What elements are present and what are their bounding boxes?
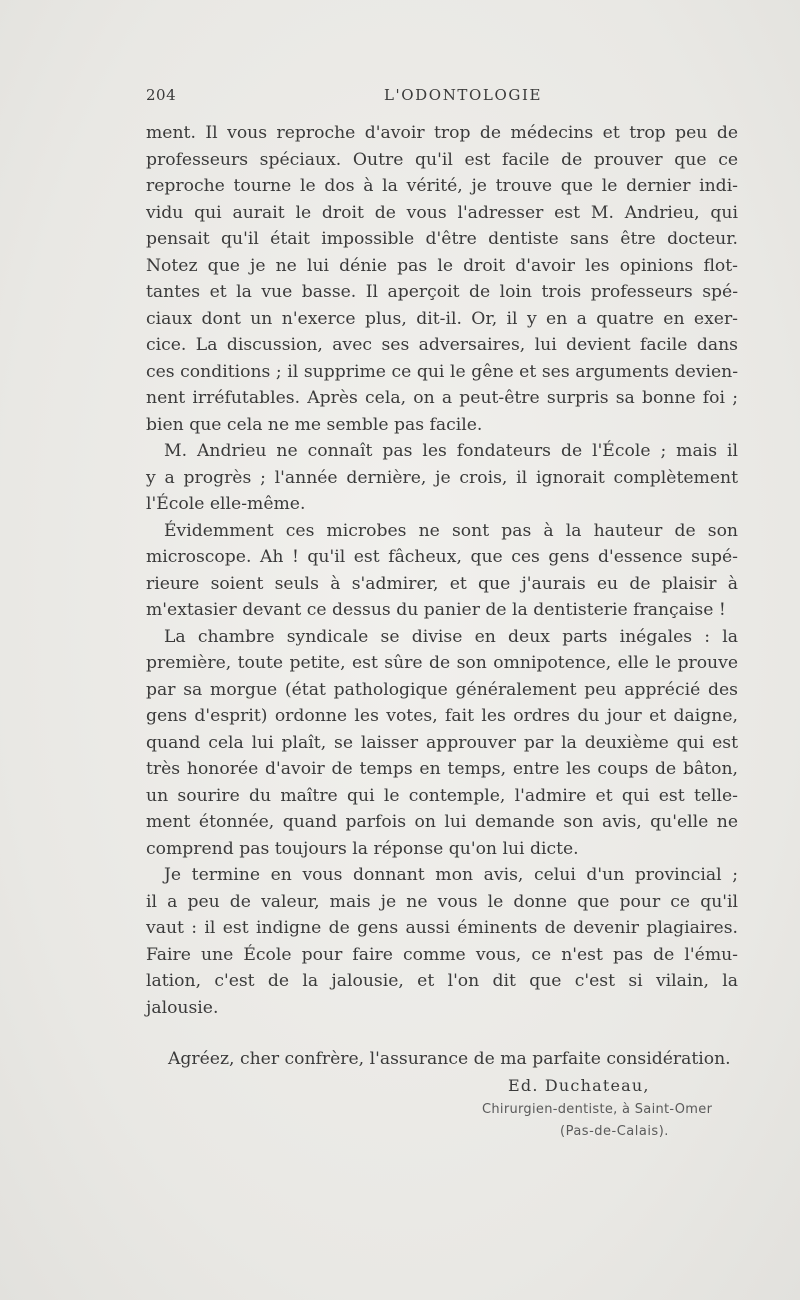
text-line: lation, c'est de la jalousie, et l'on dit que c'est si vilain, la bbox=[146, 971, 738, 991]
text-line: m'extasier devant ce dessus du panier de la dentisterie française ! bbox=[146, 600, 726, 620]
text-line: ciaux dont un n'exerce plus, dit-il. Or, il y en a quatre en exer- bbox=[146, 308, 738, 329]
running-title: L'ODONTOLOGIE bbox=[384, 86, 543, 104]
text-line: bien que cela ne me semble pas facile. bbox=[146, 414, 483, 435]
text-line: nent irréfutables. Après cela, on a peut-être surpris sa bonne foi ; bbox=[146, 388, 738, 408]
text-line: vaut : il est indigne de gens aussi éminents de devenir plagiaires. bbox=[146, 918, 738, 938]
text-line: La chambre syndicale se divise en deux parts inégales : la bbox=[164, 626, 738, 647]
text-line: cice. La discussion, avec ses adversaires, lui devient facile dans bbox=[146, 335, 738, 355]
text-line: par sa morgue (état pathologique généralement peu apprécié des bbox=[146, 679, 738, 700]
text-line: Je termine en vous donnant mon avis, celui d'un provincial ; bbox=[164, 865, 738, 885]
text-line: gens d'esprit) ordonne les votes, fait les ordres du jour et daigne, bbox=[146, 706, 738, 726]
text-line: Faire une École pour faire comme vous, ce n'est pas de l'ému- bbox=[146, 944, 738, 965]
text-line: ment étonnée, quand parfois on lui demande son avis, qu'elle ne bbox=[146, 812, 738, 832]
text-line: ment. Il vous reproche d'avoir trop de médecins et trop peu de bbox=[146, 123, 738, 143]
text-line: pensait qu'il était impossible d'être dentiste sans être docteur. bbox=[146, 229, 738, 249]
text-line: tantes et la vue basse. Il aperçoit de loin trois professeurs spé- bbox=[146, 282, 738, 302]
text-line: professeurs spéciaux. Outre qu'il est facile de prouver que ce bbox=[146, 149, 738, 170]
text-line: vidu qui aurait le droit de vous l'adresser est M. Andrieu, qui bbox=[146, 202, 738, 223]
signature-name: Ed. Duchateau, bbox=[508, 1076, 650, 1095]
text-line: très honorée d'avoir de temps en temps, entre les coups de bâton, bbox=[146, 759, 738, 779]
signature-place: (Pas-de-Calais). bbox=[560, 1124, 669, 1139]
text-line: première, toute petite, est sûre de son omnipotence, elle le prouve bbox=[146, 653, 738, 673]
letter-body bbox=[146, 120, 738, 1021]
page-header bbox=[146, 86, 738, 110]
text-line: reproche tourne le dos à la vérité, je trouve que le dernier indi- bbox=[146, 176, 738, 196]
text-line: jalousie. bbox=[146, 997, 219, 1018]
text-line: rieure soient seuls à s'admirer, et que j'aurais eu de plaisir à bbox=[146, 573, 738, 594]
closing-formula: Agréez, cher confrère, l'assurance de ma parfaite considération. bbox=[168, 1049, 731, 1069]
text-line: il a peu de valeur, mais je ne vous le donne que pour ce qu'il bbox=[146, 891, 738, 912]
text-line: l'École elle-même. bbox=[146, 494, 306, 514]
text-line: comprend pas toujours la réponse qu'on lui dicte. bbox=[146, 838, 579, 859]
text-line: ces conditions ; il supprime ce qui le gêne et ses arguments devien- bbox=[146, 361, 738, 382]
text-line: quand cela lui plaît, se laisser approuver par la deuxième qui est bbox=[146, 732, 738, 753]
signature-title: Chirurgien-dentiste, à Saint-Omer bbox=[482, 1102, 713, 1117]
text-line: M. Andrieu ne connaît pas les fondateurs de l'École ; mais il bbox=[164, 441, 738, 461]
text-line: y a progrès ; l'année dernière, je crois, il ignorait complètement bbox=[146, 467, 738, 488]
page-number: 204 bbox=[146, 86, 177, 104]
text-line: Évidemment ces microbes ne sont pas à la hauteur de son bbox=[164, 520, 738, 541]
text-line: un sourire du maître qui le contemple, l'admire et qui est telle- bbox=[146, 785, 738, 806]
text-line: Notez que je ne lui dénie pas le droit d'avoir les opinions flot- bbox=[146, 255, 738, 276]
text-line: microscope. Ah ! qu'il est fâcheux, que ces gens d'essence supé- bbox=[146, 547, 738, 567]
